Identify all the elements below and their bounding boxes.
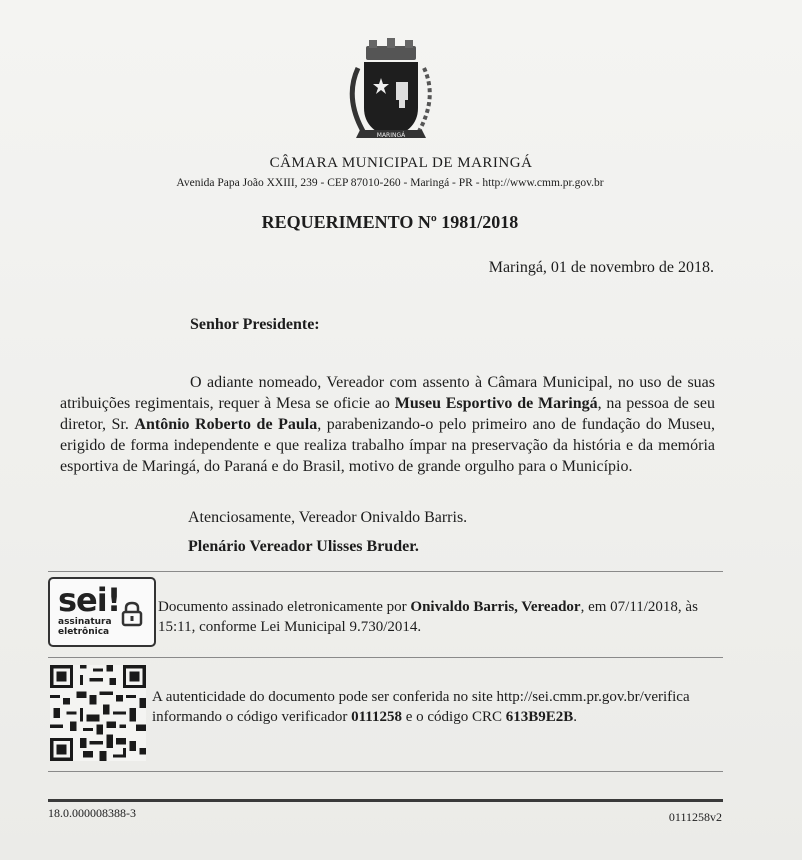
divider-lower (48, 771, 723, 772)
verifier-code: 0111258 (351, 709, 402, 725)
crc-code: 613B9E2B (505, 709, 574, 725)
sei-signature-seal (48, 577, 156, 647)
document-version: 0111258v2 (668, 810, 722, 824)
signature-statement (158, 597, 718, 637)
divider-top (48, 571, 723, 572)
organization-name: CÂMARA MUNICIPAL DE MARINGÁ (269, 155, 533, 171)
municipal-crest-logo (336, 38, 446, 148)
date-line: Maringá, 01 de novembro de 2018. (488, 259, 714, 276)
museum-name: Museu Esportivo de Maringá (394, 395, 598, 412)
divider-middle (48, 657, 723, 658)
sei-subtitle (58, 617, 112, 637)
request-body (60, 372, 715, 477)
body-part-1: O adiante nomeado, Vereador com assento à Câmara Municipal, no uso de suas atribuições regimentais, requer à Mesa se oficie ao (60, 374, 715, 412)
closing-line: Atenciosamente, Vereador Onivaldo Barris. (188, 509, 468, 526)
sei-subtitle-line-1: assinatura (58, 617, 112, 627)
signature-text-pre: Documento assinado eletronicamente por (158, 599, 411, 615)
document-title: REQUERIMENTO Nº 1981/2018 (261, 212, 519, 232)
signature-text-post: , em 07/11/2018, às 15:11, conforme Lei Municipal 9.730/2014. (158, 599, 698, 635)
body-part-2: , na pessoa de seu diretor, Sr. (60, 395, 715, 433)
authenticity-statement (152, 687, 722, 727)
organization-address: Avenida Papa João XXIII, 239 - CEP 87010-260 - Maringá - PR - http://www.cmm.pr.gov.br (176, 177, 604, 189)
body-part-3: , parabenizando-o pelo primeiro ano de fundação do Museu, erigido de forma independente e que realiza trabalho ímpar na preservação da história e da memória esportiva de Maringá, do Paraná e do Brasil, motivo de grande orgulho para o Município. (60, 416, 716, 475)
authenticity-text-pre: A autenticidade do documento pode ser conferida no site http://sei.cmm.pr.gov.br/verifica informando o código verificador (152, 689, 690, 725)
authenticity-text-mid: e o código CRC (401, 709, 506, 725)
plenario-line: Plenário Vereador Ulisses Bruder. (188, 538, 419, 555)
qr-code (50, 665, 146, 761)
sei-subtitle-line-2: eletrônica (58, 627, 110, 637)
divider-footer (48, 799, 723, 802)
crest-ribbon-text: MARINGÁ (376, 132, 406, 139)
process-number: 18.0.000008388-3 (48, 806, 136, 820)
authenticity-text-post: . (573, 709, 577, 725)
signer-name: Onivaldo Barris, Vereador (410, 599, 581, 615)
director-name: Antônio Roberto de Paula (134, 416, 318, 433)
sei-logo-text: sei! (58, 581, 121, 619)
salutation: Senhor Presidente: (190, 316, 320, 333)
lock-icon (120, 601, 144, 627)
